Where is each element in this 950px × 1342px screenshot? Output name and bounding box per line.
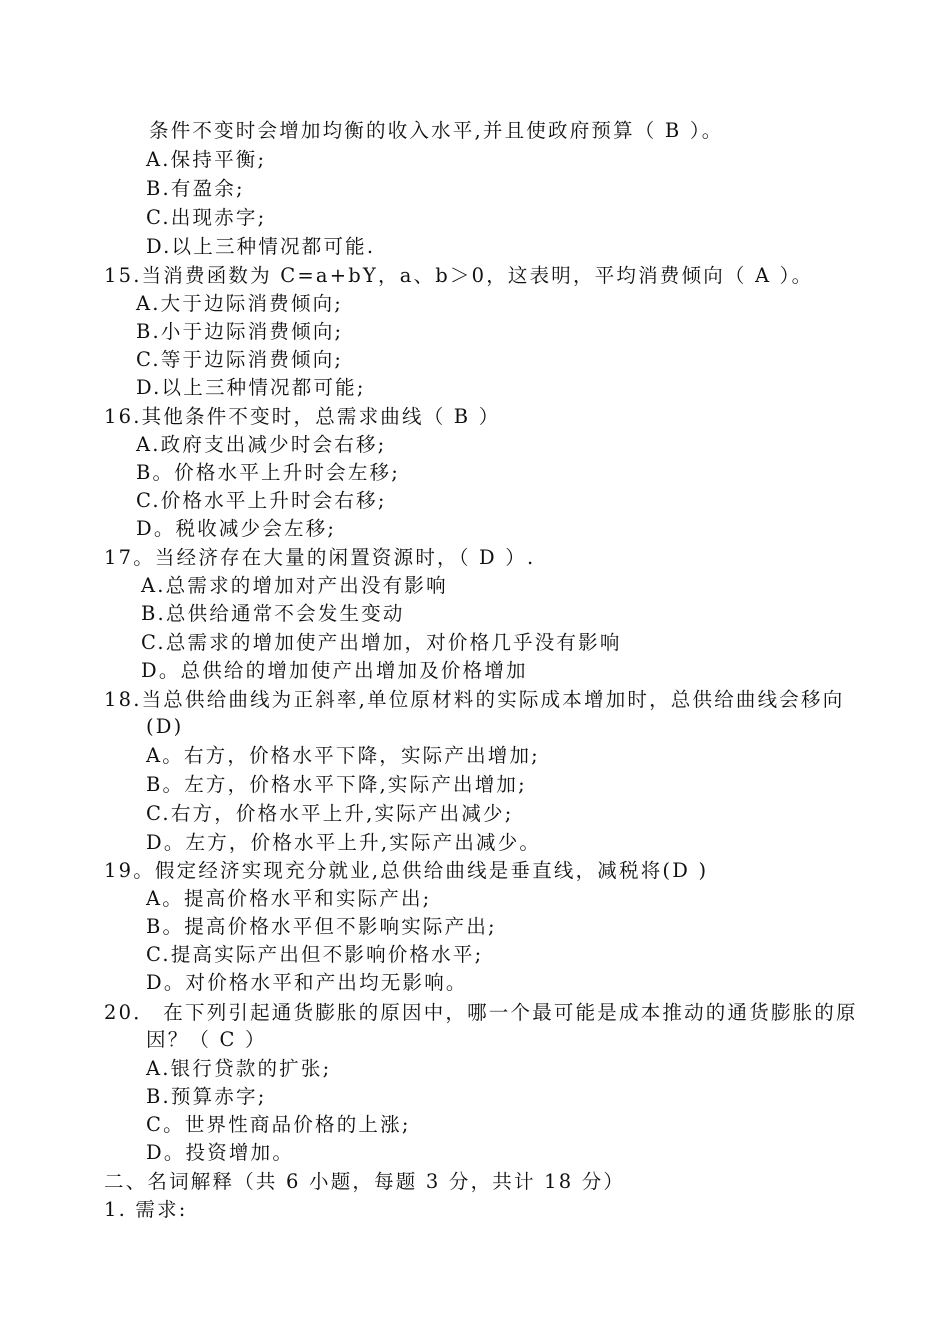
question-14-option-d: D.以上三种情况都可能. [146,235,376,258]
question-15-stem: 15.当消费函数为 C=a+bY，a、b＞0，这表明，平均消费倾向（ A ）。 [104,264,814,287]
question-20-option-b: B.预算赤字; [146,1085,267,1108]
question-20-option-c: C。世界性商品价格的上涨; [146,1113,411,1136]
question-18-option-d: D。左方，价格水平上升,实际产出减少。 [146,831,542,854]
question-14-option-b: B.有盈余; [146,177,245,200]
question-20-option-a: A.银行贷款的扩张; [146,1057,332,1080]
question-20-stem-continuation: 因？（ C ） [146,1028,267,1051]
question-19-option-a: A。提高价格水平和实际产出; [146,887,432,910]
question-19-option-d: D。对价格水平和产出均无影响。 [146,971,468,994]
question-17-option-d: D。总供给的增加使产出增加及价格增加 [141,659,528,682]
question-19-option-c: C.提高实际产出但不影响价格水平; [146,943,484,966]
question-15-option-c: C.等于边际消费倾向; [136,348,344,371]
question-19-option-b: B。提高价格水平但不影响实际产出; [146,915,497,938]
section-heading: 二、名词解释（共 6 小题，每题 3 分，共计 18 分） [104,1170,626,1193]
question-15-option-d: D.以上三种情况都可能; [136,376,366,399]
question-16-option-c: C.价格水平上升时会右移; [136,489,387,512]
question-18-option-b: B。左方，价格水平下降,实际产出增加; [146,773,527,796]
question-18-stem-continuation: (D) [146,715,184,738]
question-14-stem-continuation: 条件不变时会增加均衡的收入水平,并且使政府预算（ B ）。 [149,119,724,142]
question-16-option-a: A.政府支出减少时会右移; [136,433,387,456]
question-17-option-c: C.总需求的增加使产出增加，对价格几乎没有影响 [141,631,622,654]
question-15-option-a: A.大于边际消费倾向; [136,292,344,315]
question-17-option-a: A.总需求的增加对产出没有影响 [141,574,448,597]
question-18-option-a: A。右方，价格水平下降，实际产出增加; [146,744,540,767]
question-18-option-c: C.右方，价格水平上升,实际产出减少; [146,802,514,825]
question-17-stem: 17。当经济存在大量的闲置资源时，（ D ）. [104,546,536,569]
question-18-stem: 18.当总供给曲线为正斜率,单位原材料的实际成本增加时，总供给曲线会移向 [104,688,845,711]
question-20-option-d: D。投资增加。 [146,1141,295,1164]
question-15-option-b: B.小于边际消费倾向; [136,320,344,343]
question-20-stem: 20． 在下列引起通货膨胀的原因中，哪一个最可能是成本推动的通货膨胀的原 [104,1001,858,1024]
question-14-option-a: A.保持平衡; [146,148,267,171]
question-16-option-d: D。税收减少会左移; [136,517,337,540]
question-14-option-c: C.出现赤字; [146,206,267,229]
question-16-stem: 16.其他条件不变时，总需求曲线（ B ） [104,405,501,428]
question-19-stem: 19。假定经济实现充分就业,总供给曲线是垂直线，减税将(D ) [104,859,709,882]
question-17-option-b: B.总供给通常不会发生变动 [141,602,405,625]
question-16-option-b: B。价格水平上升时会左移; [136,461,400,484]
term-1-label: 1. 需求: [104,1198,188,1221]
